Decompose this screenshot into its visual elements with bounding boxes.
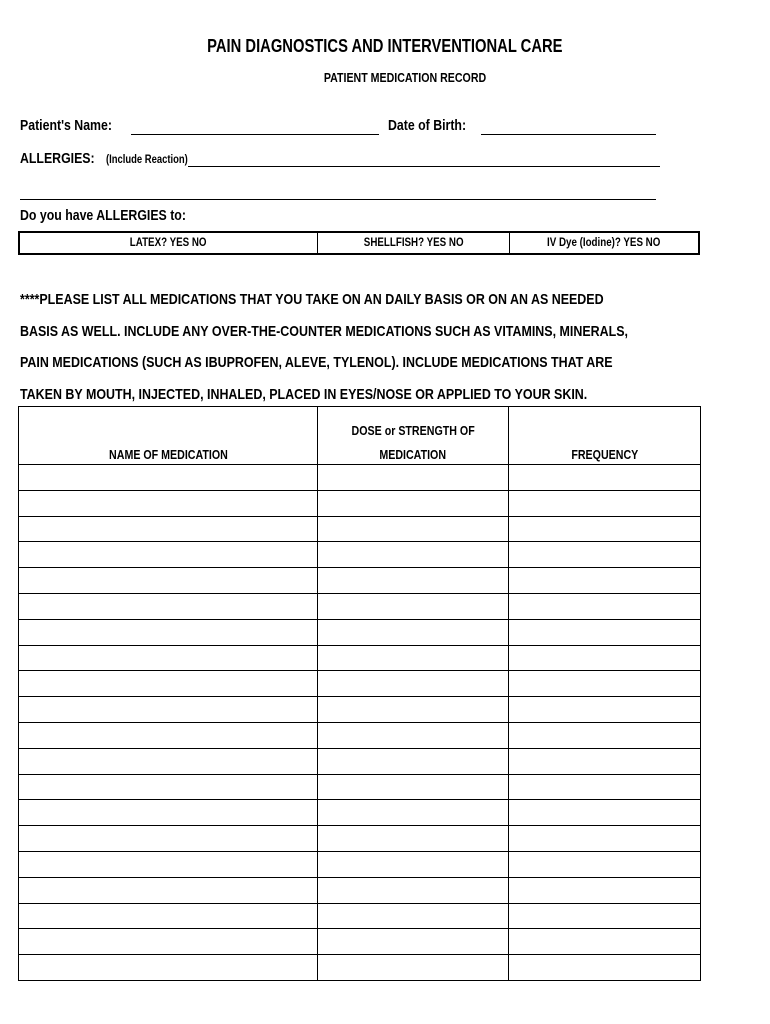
iv-dye-label: IV Dye (Iodine)? YES NO <box>547 237 661 249</box>
col-dose-label-2: MEDICATION <box>379 447 447 462</box>
allergy-check-row <box>18 231 700 255</box>
instruction-line: TAKEN BY MOUTH, INJECTED, INHALED, PLACED IN EYES/NOSE OR APPLIED TO YOUR SKIN. <box>20 385 588 403</box>
table-row <box>19 671 701 697</box>
table-row <box>19 568 701 594</box>
form-subtitle: PATIENT MEDICATION RECORD <box>323 71 487 85</box>
table-row <box>19 593 701 619</box>
dose-cell[interactable] <box>318 619 509 645</box>
col-name-label: NAME OF MEDICATION <box>108 447 228 462</box>
instruction-line: BASIS AS WELL. INCLUDE ANY OVER-THE-COUNTER MEDICATIONS SUCH AS VITAMINS, MINERALS, <box>20 322 629 340</box>
col-header-frequency <box>509 407 701 465</box>
shellfish-option[interactable] <box>318 233 510 253</box>
frequency-cell[interactable] <box>509 903 701 929</box>
table-row <box>19 490 701 516</box>
frequency-cell[interactable] <box>509 568 701 594</box>
table-row <box>19 748 701 774</box>
dose-cell[interactable] <box>318 800 509 826</box>
frequency-cell[interactable] <box>509 851 701 877</box>
name-cell[interactable] <box>19 619 318 645</box>
frequency-cell[interactable] <box>509 877 701 903</box>
name-cell[interactable] <box>19 697 318 723</box>
form-title: PAIN DIAGNOSTICS AND INTERVENTIONAL CARE <box>207 36 563 56</box>
name-cell[interactable] <box>19 542 318 568</box>
dose-cell[interactable] <box>318 516 509 542</box>
name-cell[interactable] <box>19 568 318 594</box>
table-row <box>19 955 701 981</box>
table-row <box>19 877 701 903</box>
frequency-cell[interactable] <box>509 955 701 981</box>
frequency-cell[interactable] <box>509 542 701 568</box>
medication-table <box>18 406 701 981</box>
table-row <box>19 903 701 929</box>
frequency-cell[interactable] <box>509 697 701 723</box>
dose-cell[interactable] <box>318 568 509 594</box>
table-row <box>19 697 701 723</box>
dose-cell[interactable] <box>318 645 509 671</box>
dose-cell[interactable] <box>318 774 509 800</box>
table-row <box>19 516 701 542</box>
table-row <box>19 800 701 826</box>
dose-cell[interactable] <box>318 748 509 774</box>
dose-cell[interactable] <box>318 929 509 955</box>
table-header-row <box>19 407 701 465</box>
name-cell[interactable] <box>19 748 318 774</box>
frequency-cell[interactable] <box>509 774 701 800</box>
name-cell[interactable] <box>19 490 318 516</box>
table-row <box>19 722 701 748</box>
col-header-dose <box>318 407 509 465</box>
dose-cell[interactable] <box>318 593 509 619</box>
shellfish-label: SHELLFISH? YES NO <box>363 237 464 249</box>
col-header-name <box>19 407 318 465</box>
dose-cell[interactable] <box>318 851 509 877</box>
col-dose-label-1: DOSE or STRENGTH OF <box>351 423 475 438</box>
name-cell[interactable] <box>19 645 318 671</box>
name-cell[interactable] <box>19 903 318 929</box>
frequency-cell[interactable] <box>509 826 701 852</box>
name-cell[interactable] <box>19 826 318 852</box>
table-row <box>19 929 701 955</box>
name-cell[interactable] <box>19 929 318 955</box>
allergies-label: ALLERGIES: <box>20 151 95 167</box>
instruction-line: ****PLEASE LIST ALL MEDICATIONS THAT YOU TAKE ON AN DAILY BASIS OR ON AN AS NEEDED <box>20 291 604 308</box>
name-cell[interactable] <box>19 722 318 748</box>
latex-option[interactable] <box>20 233 318 253</box>
name-cell[interactable] <box>19 851 318 877</box>
name-cell[interactable] <box>19 465 318 491</box>
allergy-prompt: Do you have ALLERGIES to: <box>20 208 186 224</box>
dose-cell[interactable] <box>318 903 509 929</box>
dose-cell[interactable] <box>318 826 509 852</box>
allergies-field-line-2[interactable] <box>20 199 656 200</box>
name-cell[interactable] <box>19 800 318 826</box>
table-row <box>19 465 701 491</box>
frequency-cell[interactable] <box>509 748 701 774</box>
name-cell[interactable] <box>19 516 318 542</box>
col-frequency-label: FREQUENCY <box>571 447 638 462</box>
dose-cell[interactable] <box>318 542 509 568</box>
instructions <box>20 284 651 410</box>
dose-cell[interactable] <box>318 955 509 981</box>
name-cell[interactable] <box>19 774 318 800</box>
frequency-cell[interactable] <box>509 516 701 542</box>
dose-cell[interactable] <box>318 671 509 697</box>
iv-dye-option[interactable] <box>510 233 698 253</box>
dose-cell[interactable] <box>318 697 509 723</box>
frequency-cell[interactable] <box>509 465 701 491</box>
table-row <box>19 826 701 852</box>
table-row <box>19 619 701 645</box>
name-cell[interactable] <box>19 593 318 619</box>
allergies-field[interactable] <box>188 166 660 167</box>
dob-label: Date of Birth: <box>388 118 467 134</box>
table-row <box>19 542 701 568</box>
frequency-cell[interactable] <box>509 619 701 645</box>
frequency-cell[interactable] <box>509 722 701 748</box>
frequency-cell[interactable] <box>509 490 701 516</box>
frequency-cell[interactable] <box>509 645 701 671</box>
table-row <box>19 645 701 671</box>
frequency-cell[interactable] <box>509 929 701 955</box>
dob-field[interactable] <box>481 134 656 135</box>
instruction-line: PAIN MEDICATIONS (SUCH AS IBUPROFEN, ALEVE, TYLENOL). INCLUDE MEDICATIONS THAT ARE <box>20 354 613 371</box>
dose-cell[interactable] <box>318 877 509 903</box>
name-cell[interactable] <box>19 671 318 697</box>
dose-cell[interactable] <box>318 465 509 491</box>
name-cell[interactable] <box>19 955 318 981</box>
allergies-note: (Include Reaction) <box>106 154 188 166</box>
latex-label: LATEX? YES NO <box>130 237 207 249</box>
name-cell[interactable] <box>19 877 318 903</box>
table-row <box>19 774 701 800</box>
table-row <box>19 851 701 877</box>
dose-cell[interactable] <box>318 722 509 748</box>
patient-name-field[interactable] <box>131 134 379 135</box>
frequency-cell[interactable] <box>509 593 701 619</box>
frequency-cell[interactable] <box>509 800 701 826</box>
patient-name-label: Patient's Name: <box>20 118 112 134</box>
dose-cell[interactable] <box>318 490 509 516</box>
frequency-cell[interactable] <box>509 671 701 697</box>
